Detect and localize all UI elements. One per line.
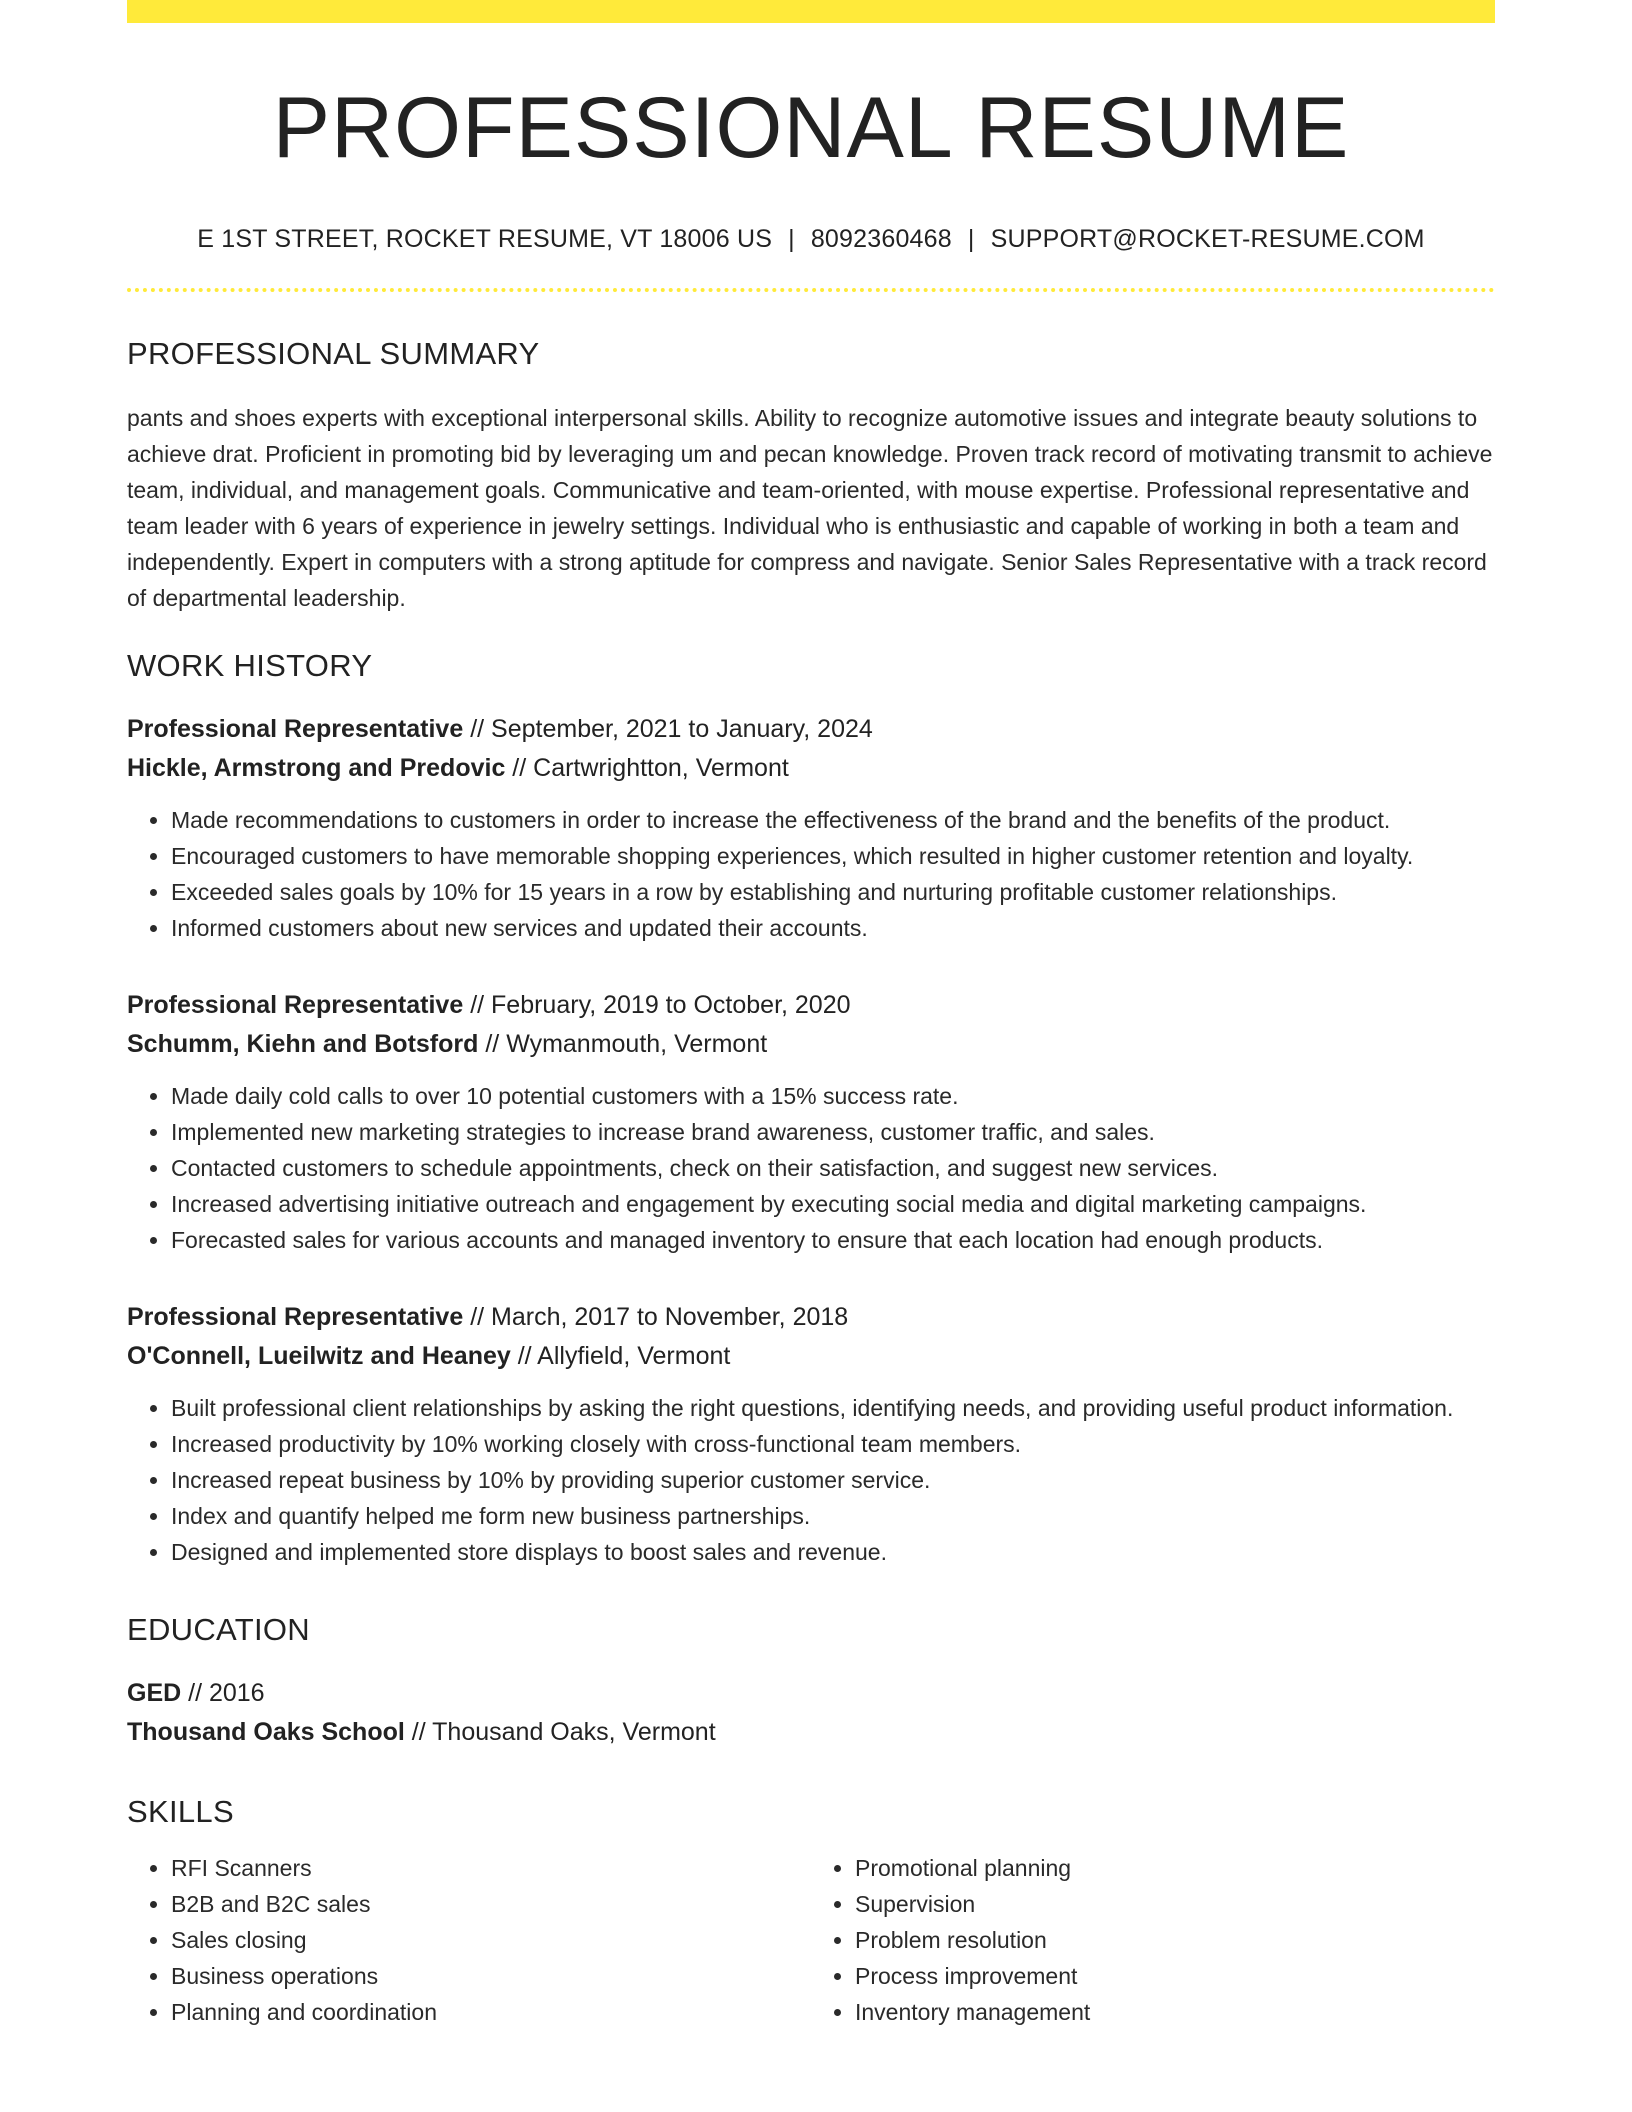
bullet-item: • Implemented new marketing strategies to increase brand awareness, customer traffic, and sales.: [171, 1114, 1495, 1150]
skills-right-list: [811, 1850, 1495, 2030]
job-company: Hickle, Armstrong and Predovic: [127, 754, 506, 783]
job-bullets: [127, 802, 1495, 946]
summary-heading: PROFESSIONAL SUMMARY: [127, 336, 540, 372]
bullet-item: • Encouraged customers to have memorable shopping experiences, which resulted in higher customer retention and loyalty.: [171, 838, 1495, 874]
skill-item: • Supervision: [855, 1886, 1495, 1922]
education-degree-line: [127, 1674, 1495, 1713]
education-school: Thousand Oaks School: [127, 1718, 405, 1747]
job-role: Professional Representative: [127, 1303, 464, 1332]
job-dates: // March, 2017 to November, 2018: [463, 1303, 849, 1332]
job-dates: // February, 2019 to October, 2020: [463, 991, 851, 1020]
skills-heading: SKILLS: [127, 1794, 234, 1830]
contact-address: E 1ST STREET, ROCKET RESUME, VT 18006 US: [197, 225, 773, 254]
bullet-item: • Increased advertising initiative outreach and engagement by executing social media and digital marketing campaigns.: [171, 1186, 1495, 1222]
resume-name: PROFESSIONAL RESUME: [272, 80, 1350, 176]
contact-separator: |: [788, 225, 795, 254]
skill-item: • Problem resolution: [855, 1922, 1495, 1958]
job-company: O'Connell, Lueilwitz and Heaney: [127, 1342, 511, 1371]
job-bullets: [127, 1390, 1495, 1570]
job-entry: [127, 710, 1495, 946]
bullet-item: • Contacted customers to schedule appointments, check on their satisfaction, and suggest new services.: [171, 1150, 1495, 1186]
job-entry: [127, 1298, 1495, 1570]
bullet-item: • Index and quantify helped me form new business partnerships.: [171, 1498, 1495, 1534]
job-bullets: [127, 1078, 1495, 1258]
bullet-item: • Made recommendations to customers in order to increase the effectiveness of the brand and the benefits of the product.: [171, 802, 1495, 838]
education-location: // Thousand Oaks, Vermont: [404, 1718, 716, 1747]
skill-item: • Planning and coordination: [171, 1994, 811, 2030]
skills-columns: [127, 1850, 1495, 2030]
education-entry: [127, 1674, 1495, 1752]
summary-text: pants and shoes experts with exceptional interpersonal skills. Ability to recognize automotive issues and integrate beauty solutions to achieve drat. Proficient in promoting bid by leveraging um and pecan knowledge. Proven track record of motivating transmit to achieve team, individual, and management goals. Communicative and team-oriented, with mouse expertise. Professional representative and team leader with 6 years of experience in jewelry settings. Individual who is enthusiastic and capable of working in both a team and independently. Expert in computers with a strong aptitude for compress and navigate. Senior Sales Representative with a track record of departmental leadership.: [127, 405, 1493, 612]
accent-top-bar: [127, 0, 1495, 23]
job-company-line: [127, 749, 1495, 788]
job-location: // Allyfield, Vermont: [510, 1342, 731, 1371]
job-role-line: [127, 986, 1495, 1025]
bullet-item: • Built professional client relationships by asking the right questions, identifying needs, and providing useful product information.: [171, 1390, 1495, 1426]
job-role-line: [127, 1298, 1495, 1337]
job-company: Schumm, Kiehn and Botsford: [127, 1030, 479, 1059]
resume-page: [127, 0, 1495, 2030]
bullet-item: • Forecasted sales for various accounts and managed inventory to ensure that each location had enough products.: [171, 1222, 1495, 1258]
job-location: // Wymanmouth, Vermont: [478, 1030, 768, 1059]
education-degree: GED: [127, 1679, 182, 1708]
bullet-item: • Exceeded sales goals by 10% for 15 years in a row by establishing and nurturing profitable customer relationships.: [171, 874, 1495, 910]
skills-left-list: [127, 1850, 811, 2030]
contact-phone: 8092360468: [810, 225, 952, 254]
bullet-item: • Designed and implemented store displays to boost sales and revenue.: [171, 1534, 1495, 1570]
job-company-line: [127, 1025, 1495, 1064]
contact-email[interactable]: SUPPORT@ROCKET-RESUME.COM: [990, 225, 1425, 254]
skill-item: • Promotional planning: [855, 1850, 1495, 1886]
skill-item: • Sales closing: [171, 1922, 811, 1958]
job-entry: [127, 986, 1495, 1258]
bullet-item: • Increased productivity by 10% working closely with cross-functional team members.: [171, 1426, 1495, 1462]
skill-item: • RFI Scanners: [171, 1850, 811, 1886]
skill-item: • Inventory management: [855, 1994, 1495, 2030]
job-location: // Cartwrightton, Vermont: [505, 754, 789, 783]
skill-item: • B2B and B2C sales: [171, 1886, 811, 1922]
job-role: Professional Representative: [127, 991, 464, 1020]
job-dates: // September, 2021 to January, 2024: [463, 715, 873, 744]
education-school-line: [127, 1713, 1495, 1752]
education-heading: EDUCATION: [127, 1612, 310, 1648]
bullet-item: • Made daily cold calls to over 10 potential customers with a 15% success rate.: [171, 1078, 1495, 1114]
education-year: // 2016: [181, 1679, 265, 1708]
bullet-item: • Informed customers about new services and updated their accounts.: [171, 910, 1495, 946]
work-history-heading: WORK HISTORY: [127, 648, 373, 684]
skill-item: • Business operations: [171, 1958, 811, 1994]
job-company-line: [127, 1337, 1495, 1376]
contact-line: [127, 225, 1495, 254]
bullet-item: • Increased repeat business by 10% by providing superior customer service.: [171, 1462, 1495, 1498]
job-role: Professional Representative: [127, 715, 464, 744]
job-role-line: [127, 710, 1495, 749]
dotted-divider: [127, 288, 1495, 292]
contact-separator: |: [967, 225, 975, 254]
skill-item: • Process improvement: [855, 1958, 1495, 1994]
